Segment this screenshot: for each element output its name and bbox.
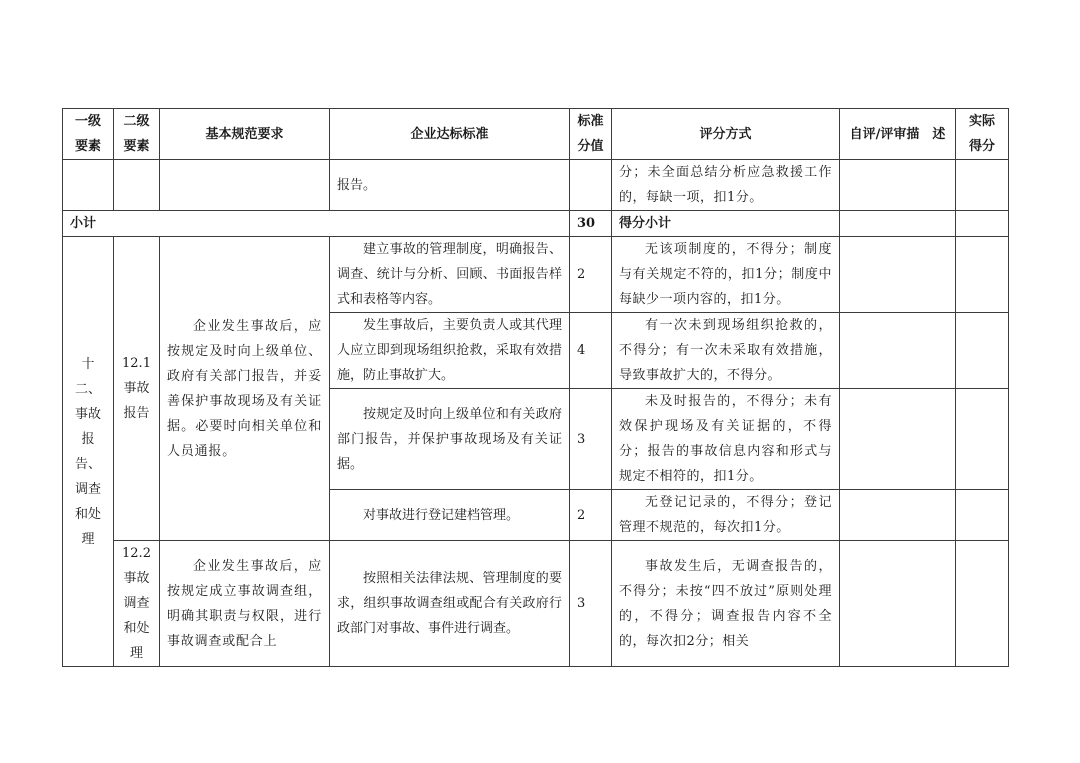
table-row xyxy=(63,541,1009,667)
cell-actual xyxy=(956,389,1009,490)
subtotal-label: 小计 xyxy=(63,211,570,237)
standard-text: 建立事故的管理制度，明确报告、调查、统计与分析、回顾、书面报告样式和表格等内容。 xyxy=(330,237,570,313)
header-self-review: 自评/评审描 述 xyxy=(840,109,956,160)
cell-empty xyxy=(570,160,612,211)
continued-method: 分；未全面总结分析应急救援工作的，每缺一项，扣1分。 xyxy=(612,160,840,211)
standard-text: 对事故进行登记建档管理。 xyxy=(330,490,570,541)
subtotal-row xyxy=(63,211,1009,237)
cell-actual xyxy=(956,541,1009,667)
cell-self-review xyxy=(840,160,956,211)
table-row xyxy=(63,237,1009,313)
header-level1: 一级要素 xyxy=(63,109,114,160)
cell-self-review xyxy=(840,237,956,313)
method-text: 未及时报告的，不得分；未有效保护现场及有关证据的，不得分；报告的事故信息内容和形式与规定不相符的，扣1分。 xyxy=(612,389,840,490)
cell-actual xyxy=(956,313,1009,389)
header-standard: 企业达标标准 xyxy=(330,109,570,160)
level1-element: 十二、事故报告、调查和处理 xyxy=(63,237,114,667)
header-actual: 实际得分 xyxy=(956,109,1009,160)
assessment-table xyxy=(62,108,1009,667)
continued-row xyxy=(63,160,1009,211)
cell-actual xyxy=(956,490,1009,541)
level2-element: 12.1事故报告 xyxy=(114,237,160,541)
method-text: 无登记记录的，不得分；登记管理不规范的，每次扣1分。 xyxy=(612,490,840,541)
standard-text: 发生事故后，主要负责人或其代理人应立即到现场组织抢救，采取有效措施，防止事故扩大。 xyxy=(330,313,570,389)
standard-text: 按照相关法律法规、管理制度的要求，组织事故调查组或配合有关政府行政部门对事故、事件进行调查。 xyxy=(330,541,570,667)
points-value: 4 xyxy=(570,313,612,389)
cell-empty xyxy=(114,160,160,211)
header-row xyxy=(63,109,1009,160)
subtotal-points: 30 xyxy=(570,211,612,237)
cell-self-review xyxy=(840,211,956,237)
header-requirement: 基本规范要求 xyxy=(160,109,330,160)
cell-actual xyxy=(956,160,1009,211)
level2-element: 12.2事故调查和处理 xyxy=(114,541,160,667)
cell-self-review xyxy=(840,389,956,490)
header-level2: 二级要素 xyxy=(114,109,160,160)
requirement-text: 企业发生事故后，应按规定及时向上级单位、政府有关部门报告，并妥善保护事故现场及有关证据。必要时向相关单位和人员通报。 xyxy=(160,237,330,541)
points-value: 2 xyxy=(570,237,612,313)
points-value: 3 xyxy=(570,389,612,490)
cell-actual xyxy=(956,237,1009,313)
cell-actual xyxy=(956,211,1009,237)
header-method: 评分方式 xyxy=(612,109,840,160)
header-points: 标准分值 xyxy=(570,109,612,160)
cell-self-review xyxy=(840,490,956,541)
continued-standard: 报告。 xyxy=(330,160,570,211)
cell-self-review xyxy=(840,313,956,389)
cell-empty xyxy=(63,160,114,211)
method-text: 无该项制度的，不得分；制度与有关规定不符的，扣1分；制度中每缺少一项内容的，扣1分。 xyxy=(612,237,840,313)
cell-self-review xyxy=(840,541,956,667)
points-value: 3 xyxy=(570,541,612,667)
standard-text: 按规定及时向上级单位和有关政府部门报告，并保护事故现场及有关证据。 xyxy=(330,389,570,490)
cell-empty xyxy=(160,160,330,211)
points-value: 2 xyxy=(570,490,612,541)
method-text: 有一次未到现场组织抢救的，不得分；有一次未采取有效措施，导致事故扩大的，不得分。 xyxy=(612,313,840,389)
method-text: 事故发生后，无调查报告的，不得分；未按“四不放过”原则处理的，不得分；调查报告内容不全的，每次扣2分；相关 xyxy=(612,541,840,667)
requirement-text: 企业发生事故后，应按规定成立事故调查组，明确其职责与权限，进行事故调查或配合上 xyxy=(160,541,330,667)
subtotal-method: 得分小计 xyxy=(612,211,840,237)
